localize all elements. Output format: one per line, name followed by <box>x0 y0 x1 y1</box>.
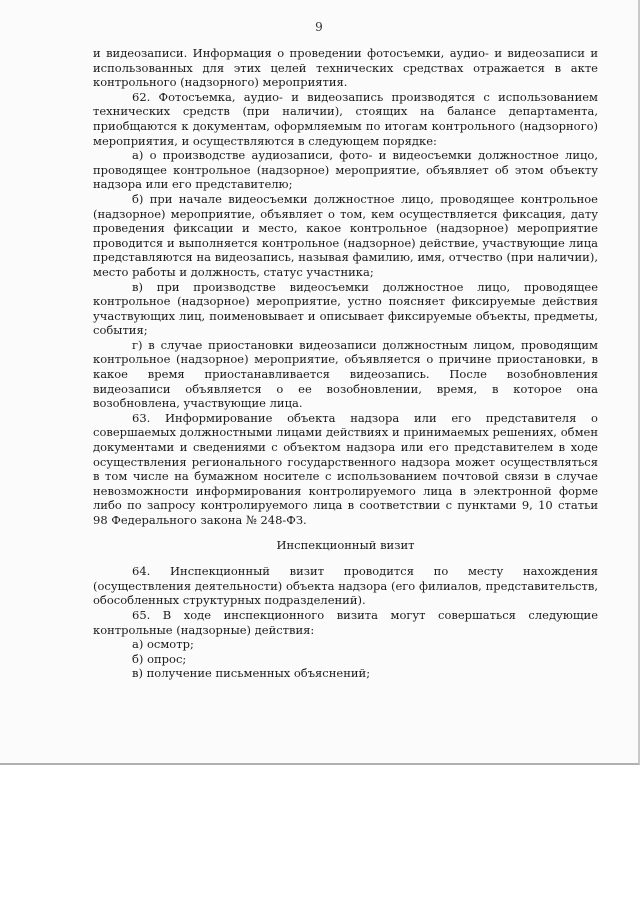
paragraph-62-b: б) при начале видеосъемки должностное лицо, проводящее контрольное (надзорное) мероприятие, объявляет о том, кем осуществляется фиксация, дату проведения фиксации и место, какое контрольное (надзорное) мероприятие проводится и выполняется контрольное (надзорное) действие, участвующие лица представляются на видеозапись, называя фамилию, имя, отчество (при наличии), место работы и должность, статус участника; <box>93 191 598 279</box>
paragraph-65: 65. В ходе инспекционного визита могут совершаться следующие контрольные (надзорные) действия: <box>93 607 598 637</box>
page-number: 9 <box>315 20 323 34</box>
paragraph-64: 64. Инспекционный визит проводится по месту нахождения (осуществления деятельности) объекта надзора (его филиалов, представительств, обособленных структурных подразделений). <box>93 564 598 608</box>
paragraph-65-b: б) опрос; <box>132 651 187 666</box>
paragraph-65-a: а) осмотр; <box>132 637 194 652</box>
paragraph-62-g: г) в случае приостановки видеозаписи должностным лицом, проводящим контрольное (надзорное) мероприятие, объявляется о причине приостановки, в какое время приостанавливается видеозапись. После возобновления видеозаписи объявляется о ее возобновлении, время, в которое она возобновлена, участвующие лица. <box>93 337 598 411</box>
document-body <box>93 46 598 681</box>
paragraph-62-v: в) при производстве видеосъемки должностное лицо, проводящее контрольное (надзорное) мероприятие, устно поясняет фиксируемые действия участвующих лиц, поименовывает и описывает фиксируемые объекты, предметы, события; <box>93 279 598 338</box>
paragraph-62: 62. Фотосъемка, аудио- и видеозапись производятся с использованием технических средств (при наличии), стоящих на балансе департамента, приобщаются к документам, оформляемым по итогам контрольного (надзорного) мероприятия, и осуществляются в следующем порядке: <box>93 89 598 148</box>
paragraph-62-a: а) о производстве аудиозаписи, фото- и видеосъемки должностное лицо, проводящее контрольное (надзорное) мероприятие, объявляет об этом объекту надзора или его представителю; <box>93 148 598 192</box>
section-heading: Инспекционный визит <box>276 537 415 552</box>
paragraph-63: 63. Информирование объекта надзора или его представителя о совершаемых должностными лицами действиях и принимаемых решениях, обмен документами и сведениями с объектом надзора или его представителем в ходе осуществления регионального государственного надзора может осуществляться в том числе на бумажном носителе с использованием почтовой связи в случае невозможности информирования контролируемого лица в электронной форме либо по запросу контролируемого лица в соответствии с пунктами 9, 10 статьи 98 Федерального закона № 248-ФЗ. <box>93 410 598 527</box>
paragraph-65-v: в) получение письменных объяснений; <box>132 666 371 681</box>
paragraph-continuation: и видеозаписи. Информация о проведении фотосъемки, аудио- и видеозаписи и использованных для этих целей технических средствах отражается в акте контрольного (надзорного) мероприятия. <box>93 46 598 90</box>
